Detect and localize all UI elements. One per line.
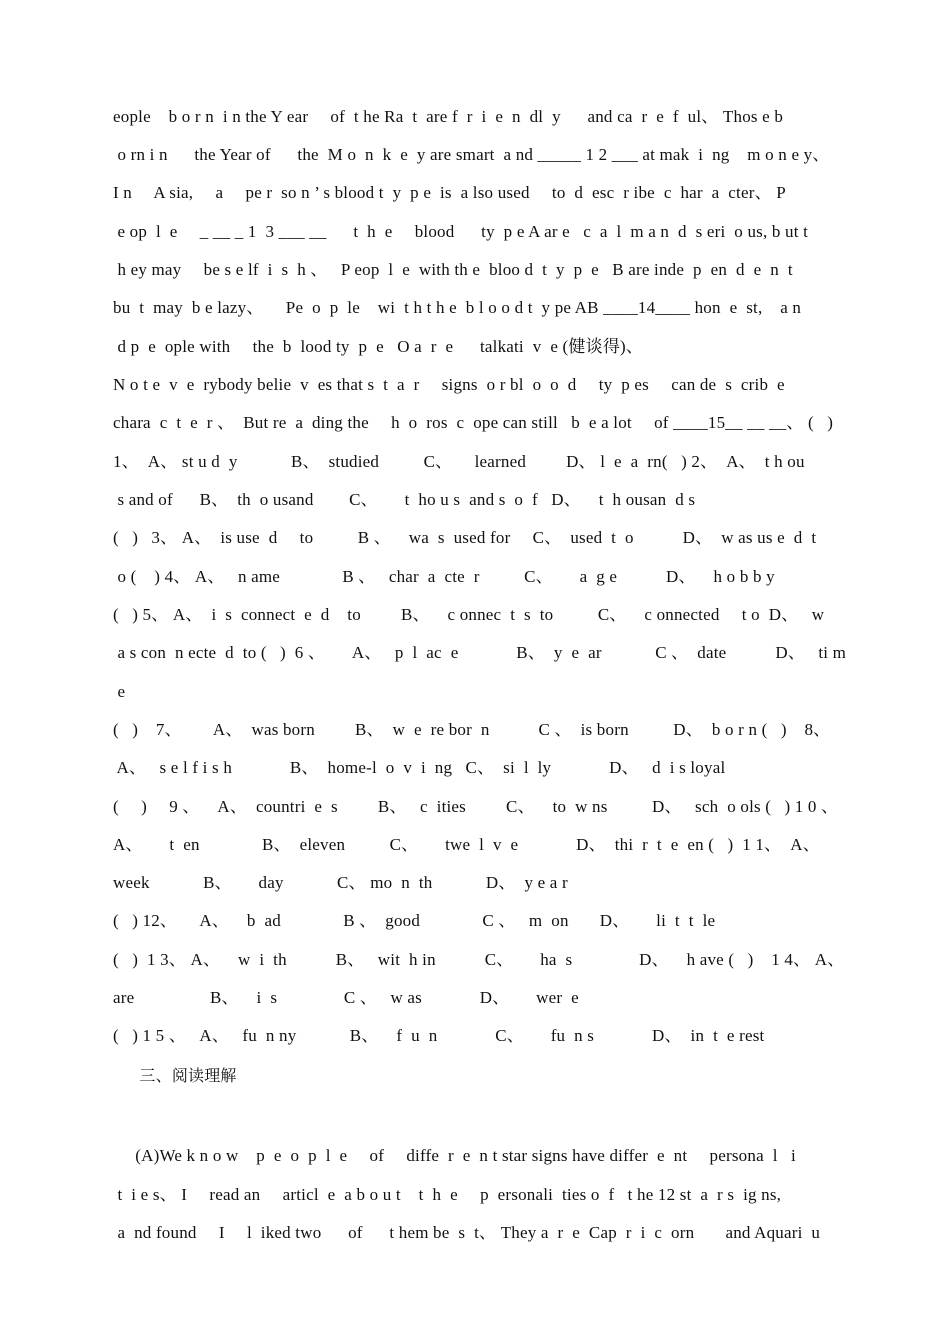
text-line: chara c t e r 、 But re a ding the h o ros c ope can still b e a lot of ____15__ __ __、 ( ) [113,413,834,432]
text-line: ( ) 9 、 A、 countri e s B、 c ities C、 to w ns D、 sch o ols ( ) 1 0 、 [113,797,839,816]
text-line: N o t e v e rybody belie v es that s t a r signs o r bl o o d ty p es can de s crib e [113,375,785,394]
text-line: d p e ople with the b lood ty p e O a r e talkati v e (健谈得)、 [113,337,644,356]
text-line: ( ) 12、 A、 b ad B 、 good C 、 m on D、 li t t le [113,911,716,930]
text-line: t i e s、 I read an articl e a b o u t t h e p ersonali ties o f t he 12 st a r s ig ns, [113,1185,782,1204]
text-line: eople b o r n i n the Y ear of t he Ra t are f r i e n dl y and ca r e f ul、 Thos e b [113,107,784,126]
text-line: ( ) 3、 A、 is use d to B 、 wa s used for C、 used t o D、 w as us e d t [113,528,817,547]
text-line: o rn i n the Year of the M o n k e y are smart a nd _____ 1 2 ___ at mak i ng m o n e y、 [113,145,830,164]
text-line: bu t may b e lazy、 Pe o p le wi t h t h e b l o o d t y pe AB ____14____ hon e st, a n [113,298,802,317]
text-line: are B、 i s C 、 w as D、 wer e [113,988,579,1007]
text-line: o ( ) 4、 A、 n ame B 、 char a cte r C、 a g e D、 h o b b y [113,567,775,586]
text-line: ( ) 1 5 、 A、 fu n ny B、 f u n C、 fu n s D、 in t e rest [113,1026,765,1045]
text-line: I n A sia, a pe r so n ’ s blood t y p e is a lso used to d esc r ibe c har a cter、 P [113,183,786,202]
text-line: a nd found I l iked two of t hem be s t、 They a r e Cap r i c orn and Aquari u [113,1223,821,1242]
text-line: week B、 day C、 mo n th D、 y e a r [113,873,568,892]
text-line: s and of B、 th o usand C、 t ho u s and s o f D、 t h ousan d s [113,490,696,509]
text-line: ( ) 1 3、 A、 w i th B、 wit h in C、 ha s D、 h ave ( ) 1 4、 A、 [113,950,845,969]
text-line: 1、 A、 st u d y B、 studied C、 learned D、 l e a rn( ) 2、 A、 t h ou [113,452,805,471]
text-line: A、 t en B、 eleven C、 twe l v e D、 thi r t e en ( ) 1 1、 A、 [113,835,820,854]
text-line: a s con n ecte d to ( ) 6 、 A、 p l ac e B、 y e ar C 、 date D、 ti m [113,643,847,662]
text-line: e op l e _ __ _ 1 3 ___ __ t h e blood ty p e A ar e c a l m a n d s eri o us, b ut t [113,222,809,241]
text-line: (A)We k n o w p e o p l e of diffe r e n t star signs have differ e nt persona l i [113,1146,796,1165]
text-line: ( ) 5、 A、 i s connect e d to B、 c onnec t s to C、 c onnected t o D、 w [113,605,825,624]
text-line: h ey may be s e lf i s h 、 P eop l e with th e bloo d t y p e B are inde p en d e n t [113,260,793,279]
text-line: ( ) 7、 A、 was born B、 w e re bor n C 、 is born D、 b o r n ( ) 8、 [113,720,831,739]
text-line: A、 s e l f i s h B、 home-l o v i ng C、 si l ly D、 d i s loyal [113,758,726,777]
section-heading: 三、阅读理解 [113,1066,237,1085]
text-line: e [113,682,126,701]
